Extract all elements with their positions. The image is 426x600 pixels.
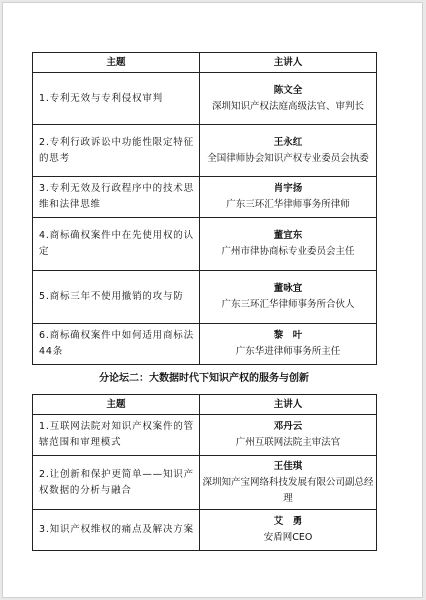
topic-cell: 2.让创新和保护更简单——知识产权数据的分析与融合 <box>33 456 200 510</box>
section-title: 分论坛二：大数据时代下知识产权的服务与创新 <box>99 373 309 384</box>
speaker-name: 董咏宜 <box>273 283 303 294</box>
table-row <box>33 415 377 456</box>
speaker-title: 安盾网CEO <box>263 532 313 543</box>
speaker-table-2 <box>32 394 377 551</box>
speaker-cell <box>200 510 377 551</box>
speaker-cell <box>200 73 377 125</box>
speaker-title: 广州市律协商标专业委员会主任 <box>221 246 355 257</box>
speaker-table-1 <box>32 52 377 365</box>
table-row <box>33 218 377 271</box>
speaker-name: 王佳琪 <box>273 460 303 472</box>
table-header-row <box>33 53 377 73</box>
header-topic: 主题 <box>33 53 200 73</box>
speaker-title: 深圳知产宝网络科技发展有限公司副总经理 <box>202 476 374 504</box>
topic-cell: 1.专利无效与专利侵权审判 <box>33 73 200 125</box>
header-topic: 主题 <box>33 395 200 415</box>
topic-cell: 2.专利行政诉讼中功能性限定特征的思考 <box>33 125 200 177</box>
table-header-row <box>33 395 377 415</box>
speaker-name: 肖宇扬 <box>273 183 303 194</box>
topic-cell: 5.商标三年不使用撤销的攻与防 <box>33 271 200 324</box>
speaker-name: 董宜东 <box>273 230 303 241</box>
speaker-title: 广东三环汇华律师事务所律师 <box>226 199 350 210</box>
topic-cell: 1.互联网法院对知识产权案件的管辖范围和审理模式 <box>33 415 200 456</box>
speaker-title: 深圳知识产权法庭高级法官、审判长 <box>211 100 364 112</box>
table-row <box>33 510 377 551</box>
table-row <box>33 73 377 125</box>
speaker-cell <box>200 415 377 456</box>
speaker-title: 广东三环汇华律师事务所合伙人 <box>221 299 355 310</box>
speaker-name: 邓丹云 <box>273 421 303 432</box>
table-row <box>33 177 377 218</box>
topic-cell: 6.商标确权案件中如何适用商标法44条 <box>33 324 200 365</box>
speaker-cell <box>200 125 377 177</box>
speaker-cell <box>200 324 377 365</box>
speaker-cell <box>200 218 377 271</box>
speaker-cell <box>200 177 377 218</box>
speaker-title: 全国律师协会知识产权专业委员会执委 <box>207 152 369 164</box>
header-speaker: 主讲人 <box>200 53 377 73</box>
header-speaker: 主讲人 <box>200 395 377 415</box>
speaker-name: 王永红 <box>273 136 303 148</box>
speaker-name: 艾 勇 <box>273 516 303 527</box>
topic-cell: 3.知识产权维权的痛点及解决方案 <box>33 510 200 551</box>
speaker-cell <box>200 456 377 510</box>
topic-cell: 4.商标确权案件中在先使用权的认定 <box>33 218 200 271</box>
speaker-title: 广东华进律师事务所主任 <box>235 346 341 357</box>
topic-cell: 3.专利无效及行政程序中的技术思维和法律思维 <box>33 177 200 218</box>
document-page <box>2 2 423 598</box>
speaker-cell <box>200 271 377 324</box>
table-row <box>33 456 377 510</box>
table-row <box>33 271 377 324</box>
speaker-title: 广州互联网法院主审法官 <box>235 437 341 448</box>
table-row <box>33 125 377 177</box>
table-row <box>33 324 377 365</box>
speaker-name: 陈文全 <box>273 84 303 96</box>
speaker-name: 黎 叶 <box>273 330 303 341</box>
